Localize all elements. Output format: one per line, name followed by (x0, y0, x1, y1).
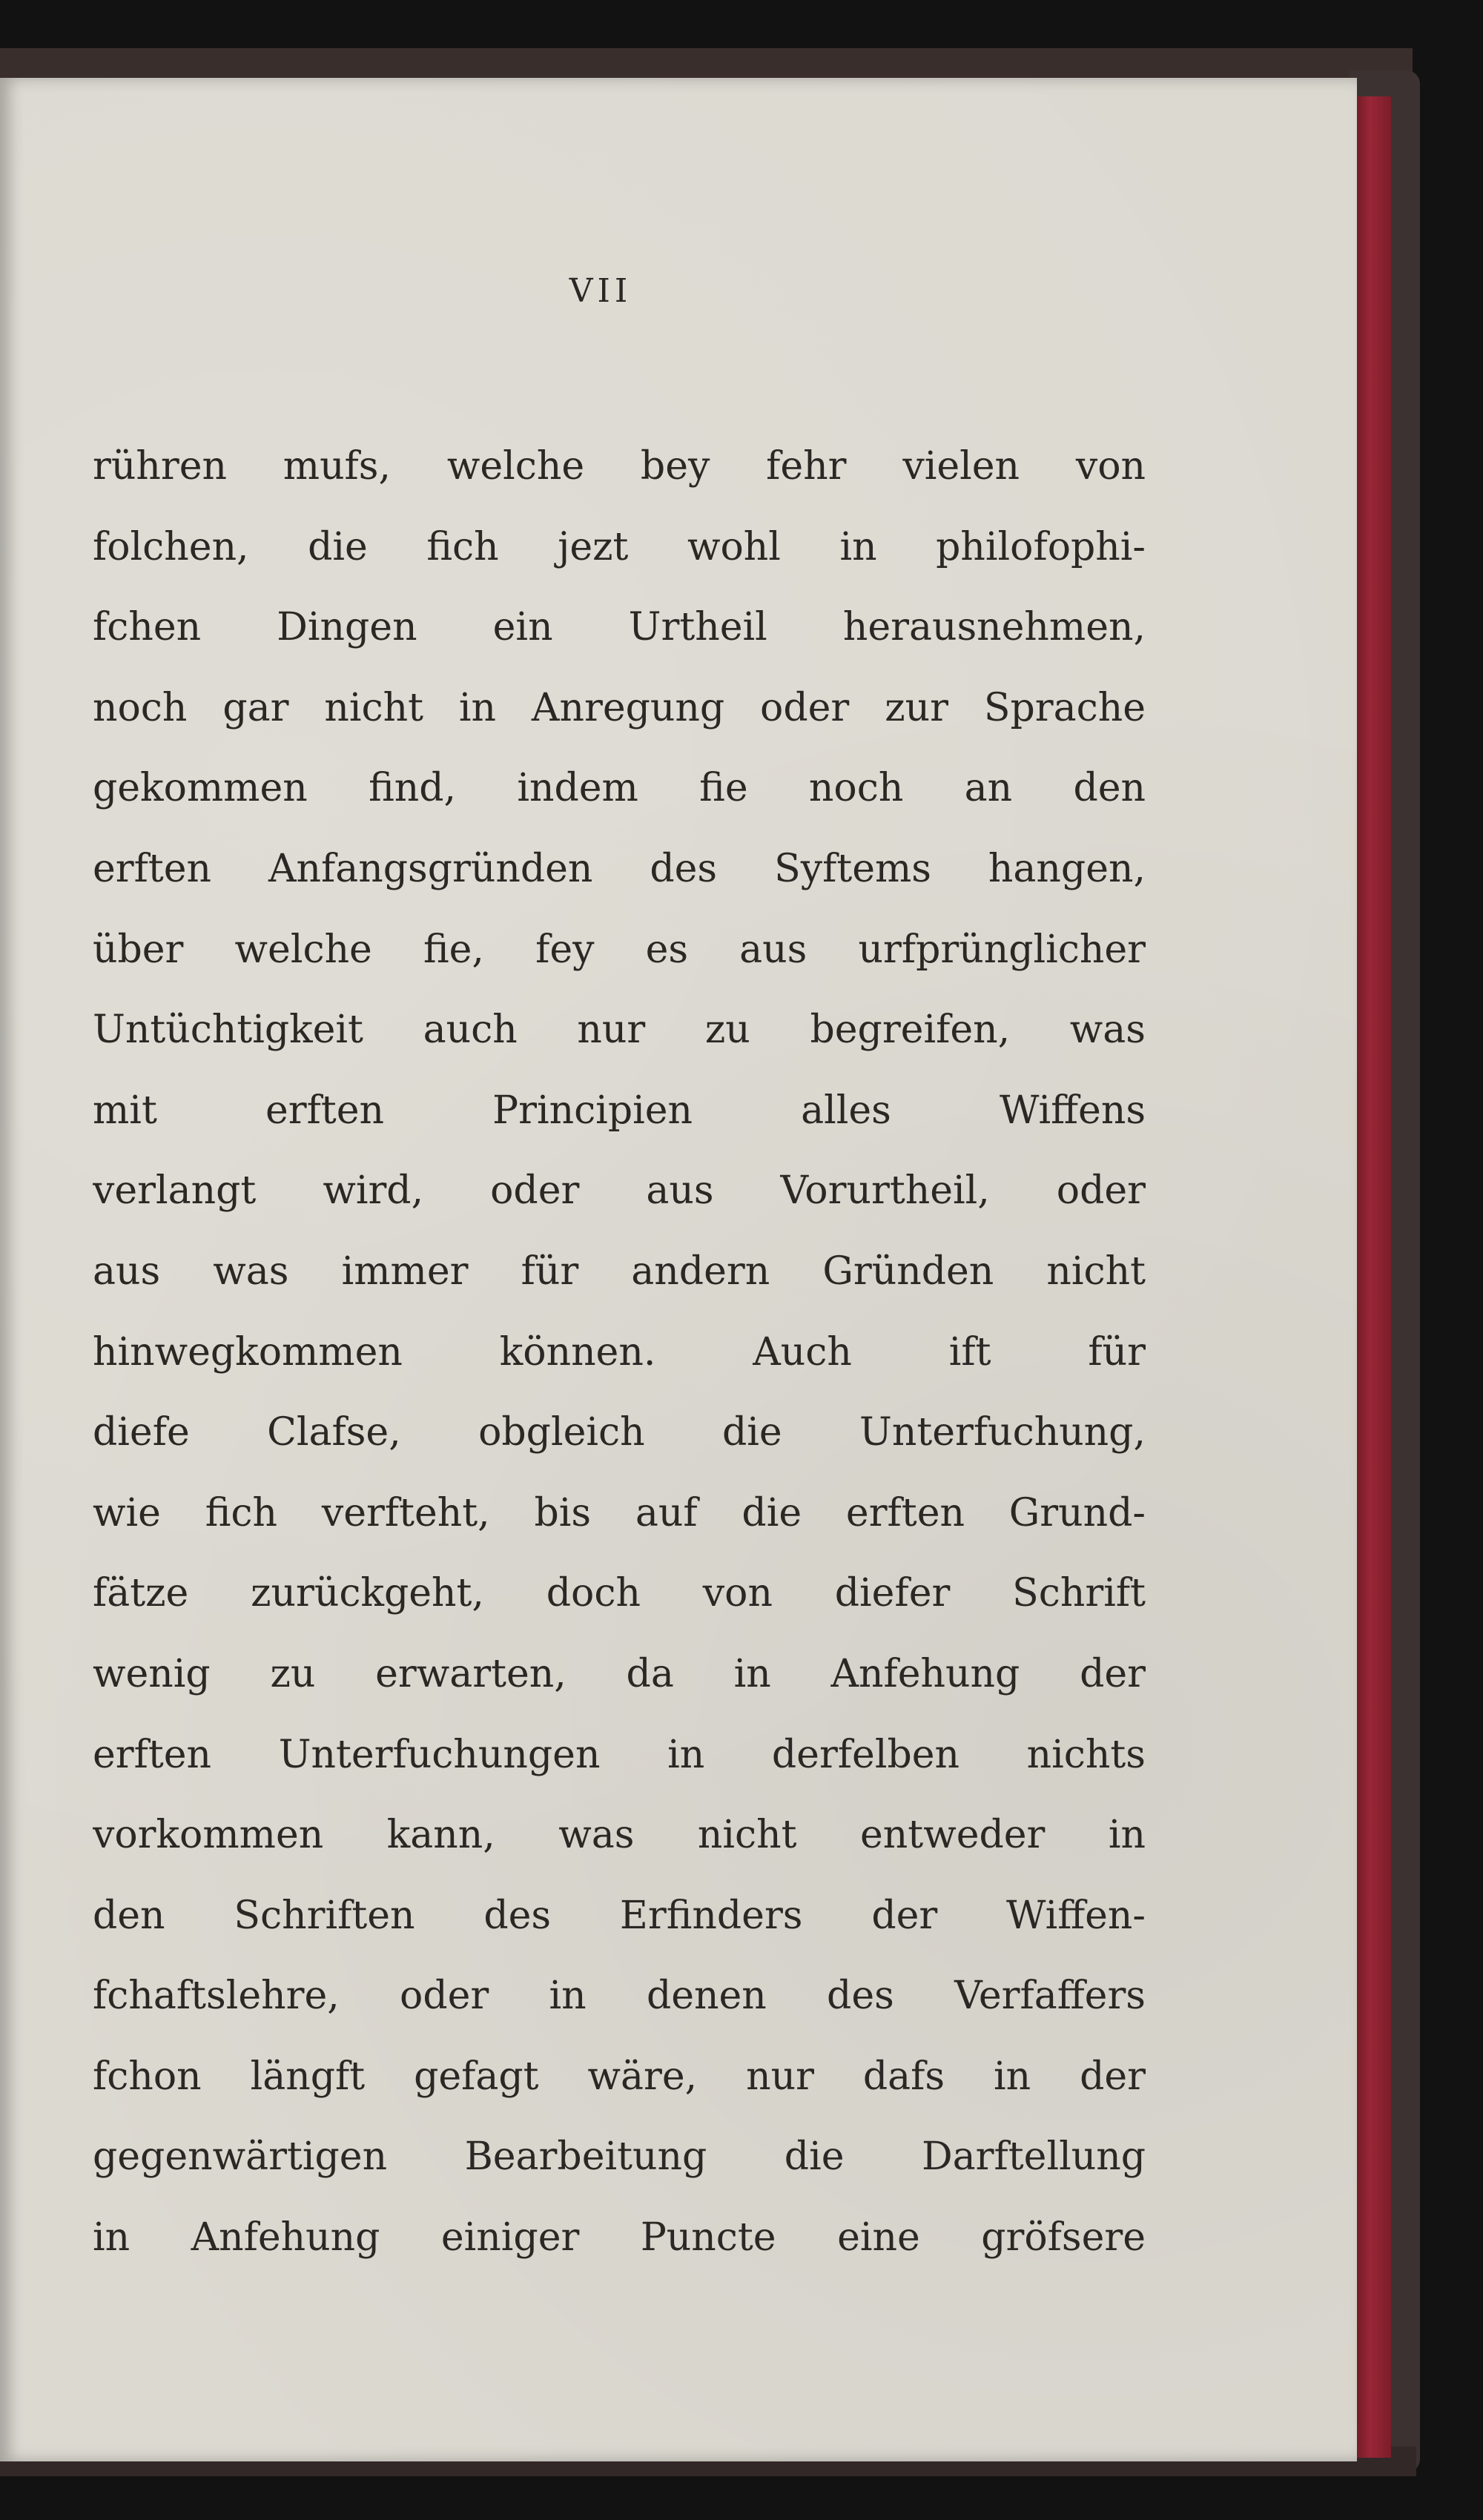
text-line: wenig zu erwarten, da in Anfehung der (93, 1651, 1146, 1696)
text-line: wie fich verfteht, bis auf die erften Grund- (93, 1490, 1146, 1535)
page-number: VII (569, 272, 632, 310)
text-line: verlangt wird, oder aus Vorurtheil, oder (93, 1168, 1146, 1214)
text-line: vorkommen kann, was nicht entweder in (93, 1813, 1146, 1858)
text-line: mit erften Principien alles Wiffens (93, 1088, 1146, 1133)
red-page-edges (1355, 96, 1391, 2458)
text-line: fchon längft gefagt wäre, nur dafs in der (93, 2054, 1146, 2099)
text-line: rühren mufs, welche bey fehr vielen von (93, 444, 1146, 489)
text-line: fätze zurückgeht, doch von diefer Schrift (93, 1571, 1146, 1616)
text-line: erften Anfangsgründen des Syftems hangen, (93, 846, 1146, 891)
text-line: gegenwärtigen Bearbeitung die Darftellung (93, 2134, 1146, 2180)
text-line: fchaftslehre, oder in denen des Verfaffers (93, 1974, 1146, 2019)
text-line: in Anfehung einiger Puncte eine gröfsere (93, 2215, 1146, 2261)
text-line: aus was immer für andern Gründen nicht (93, 1249, 1146, 1294)
text-line: gekommen find, indem fie noch an den (93, 766, 1146, 811)
text-line: erften Unterfuchungen in derfelben nichts (93, 1732, 1146, 1777)
text-line: den Schriften des Erfinders der Wiffen- (93, 1893, 1146, 1938)
text-line: Untüchtigkeit auch nur zu begreifen, was (93, 1008, 1146, 1053)
book-page (0, 78, 1357, 2461)
text-line: folchen, die fich jezt wohl in philofophi- (93, 524, 1146, 569)
text-line: hinwegkommen können. Auch ift für (93, 1329, 1146, 1375)
text-line: fchen Dingen ein Urtheil herausnehmen, (93, 605, 1146, 650)
text-line: über welche fie, fey es aus urfprünglicher (93, 927, 1146, 972)
page-text (93, 426, 1146, 2278)
text-line: diefe Clafse, obgleich die Unterfuchung, (93, 1410, 1146, 1455)
text-line: noch gar nicht in Anregung oder zur Sprache (93, 685, 1146, 730)
